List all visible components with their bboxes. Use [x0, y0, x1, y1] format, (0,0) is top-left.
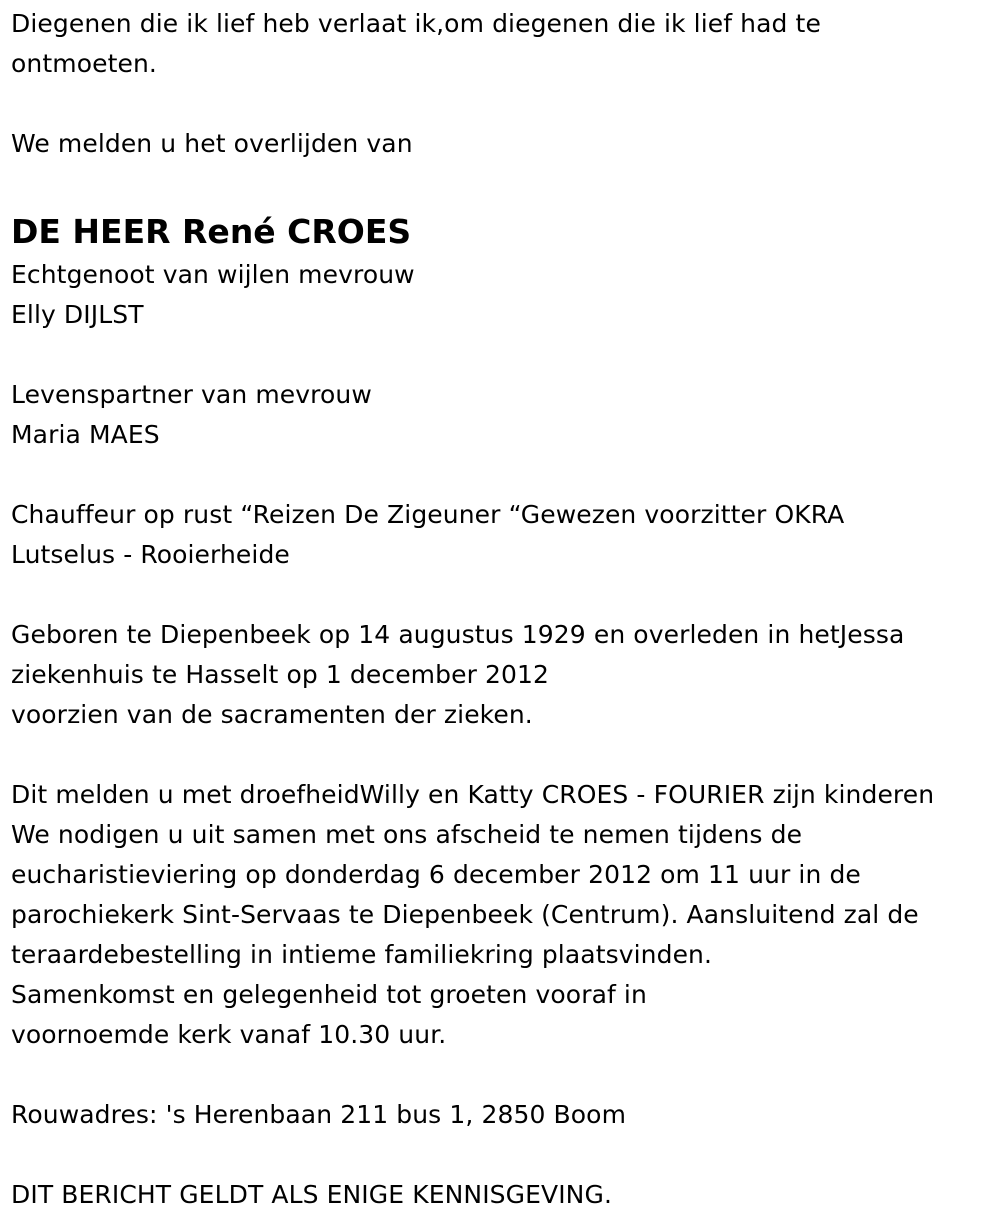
sacraments-line: voorzien van de sacramenten der zieken.	[11, 700, 533, 729]
spacer	[11, 1055, 991, 1095]
intro-line: Diegenen die ik lief heb verlaat ik,om diegenen die ik lief had te	[11, 9, 821, 38]
spacer	[11, 455, 991, 495]
ceremony-line: teraardebestelling in intieme familiekring plaatsvinden.	[11, 940, 713, 969]
intro-line: ontmoeten.	[11, 49, 157, 78]
birth-death-line: Geboren te Diepenbeek op 14 augustus 1929 en overleden in hetJessa	[11, 620, 905, 649]
career-line: Chauffeur op rust “Reizen De Zigeuner “Gewezen voorzitter OKRA	[11, 500, 845, 529]
spacer	[11, 575, 991, 615]
mourning-address: Rouwadres: 's Herenbaan 211 bus 1, 2850 Boom	[11, 1100, 627, 1129]
deceased-name-heading: DE HEER René CROES	[11, 212, 412, 251]
spacer	[11, 1135, 991, 1175]
announcement-text: We melden u het overlijden van	[11, 129, 413, 158]
spacer	[11, 735, 991, 775]
partner-line: Levenspartner van mevrouw	[11, 380, 372, 409]
ceremony-line: eucharistieviering op donderdag 6 december 2012 om 11 uur in de	[11, 860, 861, 889]
gathering-line: voornoemde kerk vanaf 10.30 uur.	[11, 1020, 447, 1049]
ceremony-line: We nodigen u uit samen met ons afscheid te nemen tijdens de	[11, 820, 803, 849]
spouse-name: Elly DIJLST	[11, 300, 144, 329]
ceremony-line: parochiekerk Sint-Servaas te Diepenbeek (Centrum). Aansluitend zal de	[11, 900, 919, 929]
partner-name: Maria MAES	[11, 420, 160, 449]
spouse-line: Echtgenoot van wijlen mevrouw	[11, 260, 415, 289]
closing-statement: DIT BERICHT GELDT ALS ENIGE KENNISGEVING.	[11, 1180, 612, 1209]
death-notice	[11, 4, 991, 1215]
spacer	[11, 84, 991, 124]
gathering-line: Samenkomst en gelegenheid tot groeten vooraf in	[11, 980, 647, 1009]
family-line: Dit melden u met droefheidWilly en Katty CROES - FOURIER zijn kinderen	[11, 780, 935, 809]
birth-death-line: ziekenhuis te Hasselt op 1 december 2012	[11, 660, 550, 689]
career-line: Lutselus - Rooierheide	[11, 540, 290, 569]
spacer	[11, 164, 991, 204]
spacer	[11, 335, 991, 375]
